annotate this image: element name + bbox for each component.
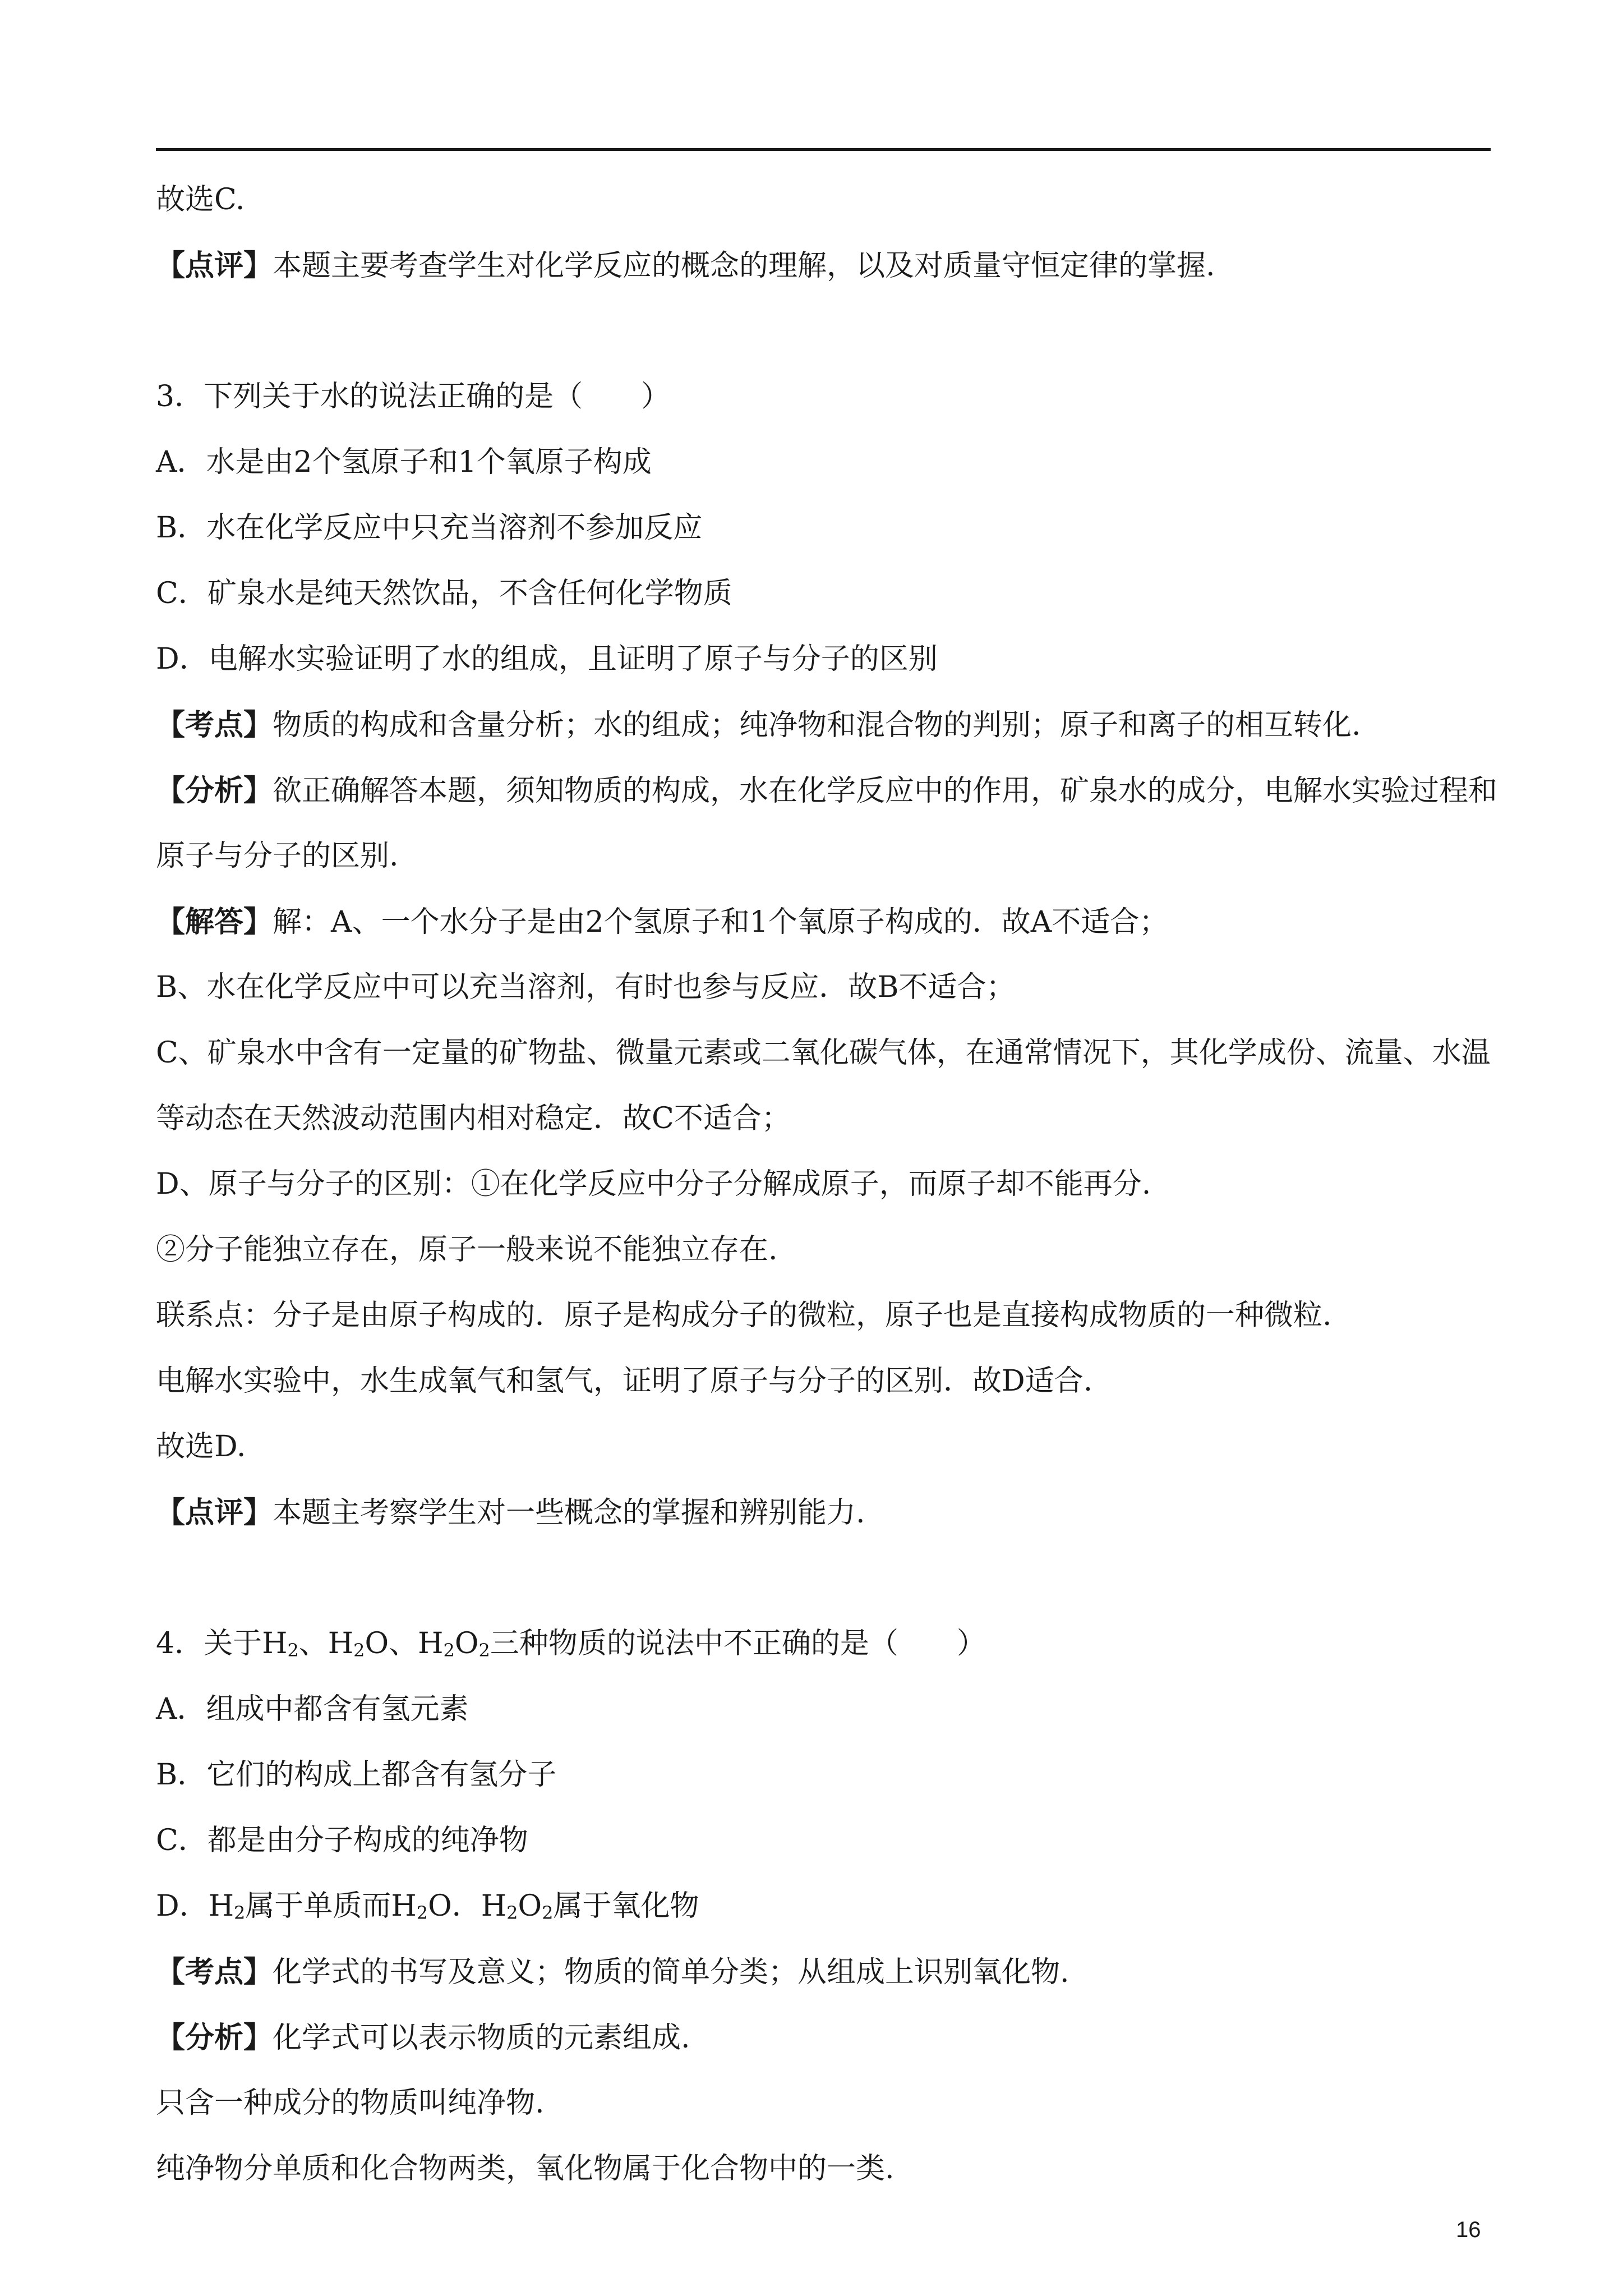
jieda-text: 解：A、一个水分子是由2个氢原子和1个氧原子构成的．故A不适合；: [273, 905, 1169, 939]
stem-text: 三种物质的说法中不正确的是（ ）: [490, 1627, 986, 1660]
q3-body-line: 电解水实验中，水生成氧气和氢气，证明了原子与分子的区别．故D适合.: [156, 1364, 1093, 1398]
stem-text: O、H: [365, 1627, 444, 1660]
q3-kaodian-line: [156, 692, 1496, 758]
q3-body-line: B、水在化学反应中可以充当溶剂，有时也参与反应．故B不适合；: [156, 970, 1016, 1004]
subscript: 2: [416, 1902, 428, 1924]
subscript: 2: [353, 1640, 365, 1661]
q4-body-line: 纯净物分单质和化合物两类，氧化物属于化合物中的一类.: [156, 2152, 895, 2185]
subscript: 2: [478, 1640, 490, 1661]
fenxi-tag: 【分析】: [156, 2021, 273, 2055]
question-3-stem: 3．下列关于水的说法正确的是（ ）: [156, 380, 671, 413]
q3-fenxi-line-1: [156, 758, 1496, 823]
q4-fenxi-line: [156, 2005, 1496, 2070]
q3-body-line: 等动态在天然波动范围内相对稳定．故C不适合；: [156, 1102, 791, 1135]
kaodian-tag: 【考点】: [156, 708, 273, 742]
q3-option-d: D．电解水实验证明了水的组成，且证明了原子与分子的区别: [156, 642, 938, 676]
page-number: 16: [1456, 2217, 1481, 2242]
subscript: 2: [506, 1902, 518, 1924]
q3-option-a: A．水是由2个氢原子和1个氧原子构成: [156, 445, 652, 479]
q4-kaodian-line: [156, 1939, 1496, 2005]
question-4-stem: [156, 1611, 1496, 1677]
option-text: O: [518, 1889, 542, 1923]
q3-body-line: ②分子能独立存在，原子一般来说不能独立存在.: [156, 1233, 778, 1267]
q4-option-c: C．都是由分子构成的纯净物: [156, 1824, 528, 1857]
option-text: 属于氧化物: [553, 1889, 699, 1923]
q4-option-a: A．组成中都含有氢元素: [156, 1692, 469, 1726]
q3-answer-line: 故选D.: [156, 1430, 246, 1464]
section-gap: [156, 1545, 1496, 1611]
q3-option-b: B．水在化学反应中只充当溶剂不参加反应: [156, 511, 703, 545]
comment-text: 本题主要考查学生对化学反应的概念的理解，以及对质量守恒定律的掌握.: [273, 249, 1215, 283]
option-text: O．H: [428, 1889, 507, 1923]
subscript: 2: [234, 1902, 246, 1924]
subscript: 2: [287, 1640, 299, 1661]
stem-text: 、H: [298, 1627, 354, 1660]
q4-option-d: [156, 1874, 1496, 1939]
kaodian-text: 化学式的书写及意义；物质的简单分类；从组成上识别氧化物.: [273, 1955, 1069, 1989]
q3-comment-line: [156, 1480, 1496, 1545]
kaodian-tag: 【考点】: [156, 1955, 273, 1989]
q4-option-b: B．它们的构成上都含有氢分子: [156, 1758, 557, 1792]
comment-line: [156, 233, 1496, 298]
fenxi-text: 欲正确解答本题，须知物质的构成，水在化学反应中的作用，矿泉水的成分，电解水实验过程和: [273, 774, 1498, 808]
q3-option-c: C．矿泉水是纯天然饮品，不含任何化学物质: [156, 577, 732, 610]
q3-body-line: C、矿泉水中含有一定量的矿物盐、微量元素或二氧化碳气体，在通常情况下，其化学成份、流量、水温: [156, 1036, 1491, 1070]
header-rule: [156, 148, 1491, 151]
stem-text: O: [454, 1627, 479, 1660]
page-content: [156, 167, 1496, 2202]
subscript: 2: [443, 1640, 455, 1661]
fenxi-tag: 【分析】: [156, 774, 273, 808]
q3-body-line: 联系点：分子是由原子构成的．原子是构成分子的微粒，原子也是直接构成物质的一种微粒.: [156, 1299, 1332, 1332]
comment-tag: 【点评】: [156, 249, 273, 283]
kaodian-text: 物质的构成和含量分析；水的组成；纯净物和混合物的判别；原子和离子的相互转化.: [273, 708, 1361, 742]
fenxi-text: 化学式可以表示物质的元素组成.: [273, 2021, 690, 2055]
section-gap: [156, 298, 1496, 364]
q3-fenxi-line-2: 原子与分子的区别.: [156, 839, 399, 873]
option-text: 属于单质而H: [245, 1889, 417, 1923]
answer-line: 故选C.: [156, 183, 245, 217]
q3-body-line: D、原子与分子的区别：①在化学反应中分子分解成原子，而原子却不能再分.: [156, 1167, 1151, 1201]
q3-jieda-line-1: [156, 889, 1496, 955]
comment-text: 本题主考察学生对一些概念的掌握和辨别能力.: [273, 1496, 865, 1530]
subscript: 2: [542, 1902, 554, 1924]
comment-tag: 【点评】: [156, 1496, 273, 1530]
q4-body-line: 只含一种成分的物质叫纯净物.: [156, 2086, 545, 2120]
option-text: D．H: [156, 1889, 234, 1923]
stem-text: 4．关于H: [156, 1627, 288, 1660]
jieda-tag: 【解答】: [156, 905, 273, 939]
